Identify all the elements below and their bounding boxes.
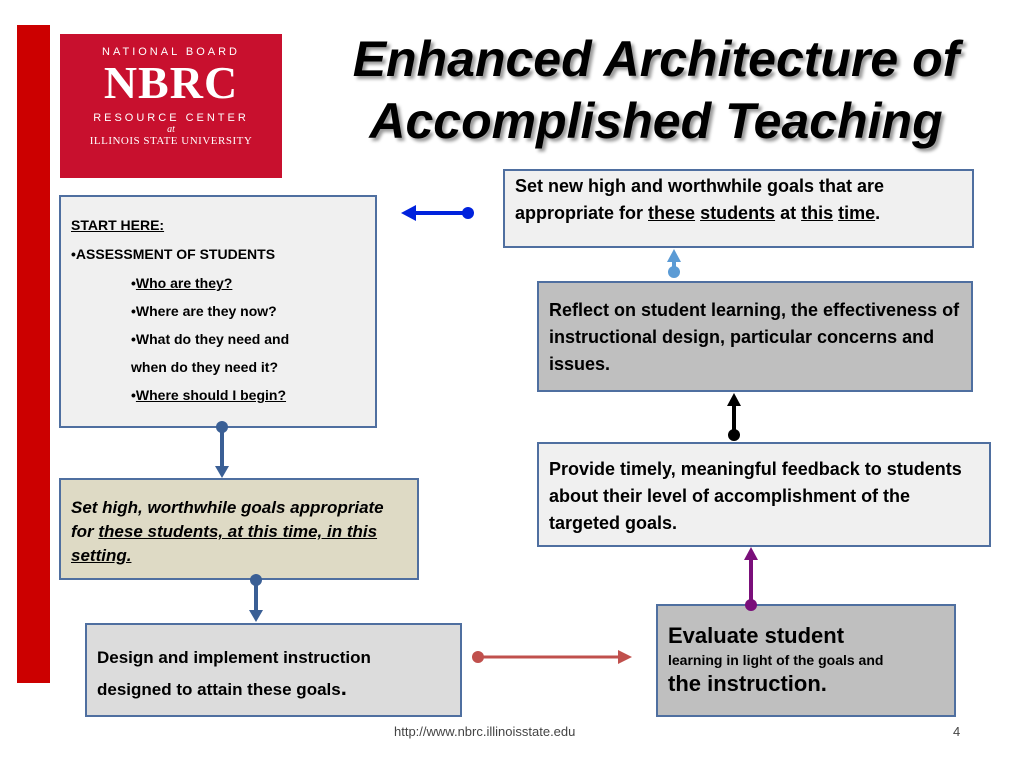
- logo-line-resource-center: RESOURCE CENTER: [93, 112, 249, 124]
- set-new-these: these: [648, 203, 696, 223]
- logo-line-national-board: NATIONAL BOARD: [102, 46, 240, 58]
- question-begin: •Where should I begin?: [131, 387, 287, 403]
- evaluate-line-1: Evaluate student: [668, 623, 845, 648]
- arrow-start-to-goals: [215, 421, 229, 478]
- logo-line-nbrc: NBRC: [103, 57, 239, 108]
- start-here-header: START HERE:: [71, 217, 165, 233]
- logo-line-at: at: [167, 124, 175, 135]
- set-new-text: Set new high and worthwhile goals that are appropriate for: [515, 176, 885, 223]
- question-who-label: Who are they?: [135, 275, 233, 291]
- question-who: •Who are they?: [131, 275, 233, 291]
- question-need-label-a: What do they need and: [135, 331, 290, 347]
- set-goals-underlined: these students, at this time, in this setting.: [71, 522, 378, 565]
- evaluate-line-3: the instruction.: [668, 671, 827, 696]
- title-line-1: Enhanced Architecture of: [352, 31, 960, 87]
- arrow-design-to-evaluate: [472, 650, 632, 664]
- logo-line-university: ILLINOIS STATE UNIVERSITY: [89, 135, 253, 147]
- arrow-reflect-to-setnew: [667, 249, 681, 278]
- design-line-1: Design and implement instruction: [97, 648, 371, 667]
- title-line-2: Accomplished Teaching: [369, 93, 943, 149]
- question-where-now: •Where are they now?: [131, 303, 277, 319]
- question-need-cont: when do they need it?: [131, 359, 279, 375]
- reflect-text: Reflect on student learning, the effectiveness of instructional design, particular concerns and issues.: [549, 300, 960, 374]
- set-new-time: time: [838, 203, 876, 223]
- arrow-evaluate-to-feedback: [744, 547, 758, 611]
- design-line-2-text: designed to attain these goals: [97, 680, 341, 699]
- question-need: •What do they need and: [131, 331, 290, 347]
- arrow-feedback-to-reflect: [727, 393, 741, 441]
- arrow-goals-to-design: [249, 574, 263, 622]
- feedback-text: Provide timely, meaningful feedback to students about their level of accomplishment of the targeted goals.: [549, 459, 962, 533]
- assessment-item: •ASSESSMENT OF STUDENTS: [71, 246, 276, 262]
- design-period: .: [340, 675, 347, 700]
- question-begin-label: Where should I begin?: [135, 387, 287, 403]
- set-new-this: this: [801, 203, 834, 223]
- set-new-students: students: [700, 203, 776, 223]
- set-new-period: .: [875, 203, 881, 223]
- arrow-setnew-to-start: [401, 205, 474, 221]
- page-number: 4: [953, 724, 961, 739]
- evaluate-line-2: learning in light of the goals and: [668, 652, 884, 668]
- set-goals-text: Set high, worthwhile goals appropriate for: [71, 498, 384, 541]
- question-where-now-label: Where are they now?: [135, 303, 277, 319]
- set-new-at: at: [775, 203, 802, 223]
- assessment-label: ASSESSMENT OF STUDENTS: [75, 246, 276, 262]
- footer-url: http://www.nbrc.illinoisstate.edu: [394, 724, 576, 739]
